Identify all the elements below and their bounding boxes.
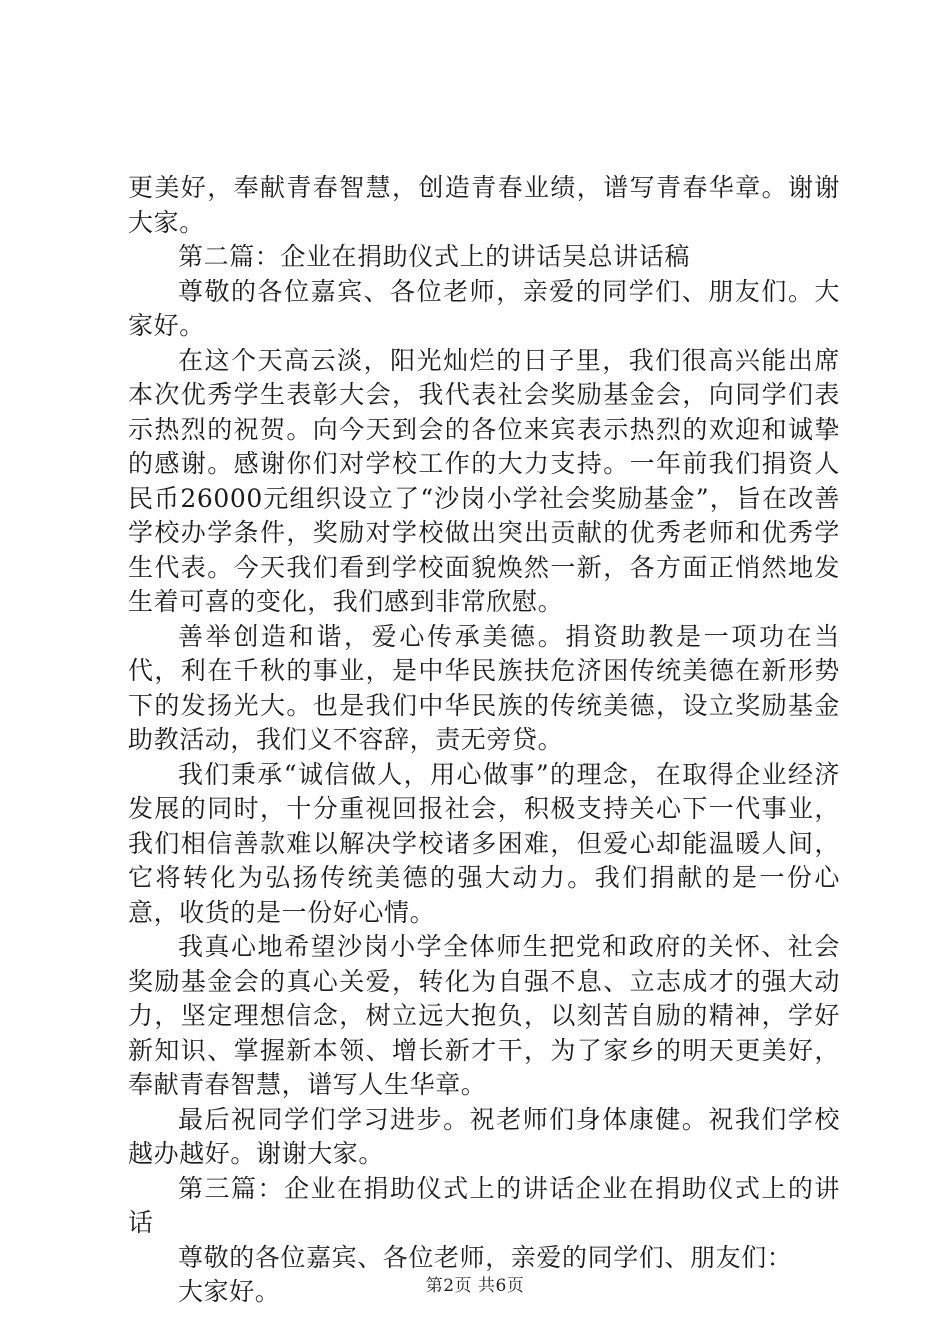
paragraph-body: 我们秉承“诚信做人，用心做事”的理念，在取得企业经济发展的同时，十分重视回报社会，积极支持关心下一代事业，我们相信善款难以解决学校诸多困难，但爱心却能温暖人间，它将转化为弘扬传统美德的强大动力。我们捐献的是一份心意，收货的是一份好心情。 [128, 759, 840, 927]
paragraph-body: 我真心地希望沙岗小学全体师生把党和政府的关怀、社会奖励基金会的真心关爱，转化为自强不息、立志成才的强大动力，坚定理想信念，树立远大抱负，以刻苦自励的精神，学好新知识、掌握新本领、增长新才干，为了家乡的明天更美好，奉献青春智慧，谱写人生华章。 [128, 932, 840, 1099]
page-number-footer: 第2页 共6页 [425, 1276, 525, 1296]
paragraph-closing: 最后祝同学们学习进步。祝老师们身体康健。祝我们学校越办越好。谢谢大家。 [128, 1104, 840, 1168]
document-body [128, 171, 840, 1310]
paragraph-body: 善举创造和谐，爱心传承美德。捐资助教是一项功在当代，利在千秋的事业，是中华民族扶危济困传统美德在新形势下的发扬光大。也是我们中华民族的传统美德，设立奖励基金助教活动，我们义不容辞，责无旁贷。 [128, 621, 840, 754]
paragraph-greeting: 尊敬的各位嘉宾、各位老师，亲爱的同学们、朋友们： [178, 1242, 793, 1272]
paragraph-greeting: 大家好。 [178, 1277, 281, 1306]
section-heading-2: 第二篇：企业在捐助仪式上的讲话吴总讲话稿 [178, 242, 691, 271]
paragraph-body: 在这个天高云淡，阳光灿烂的日子里，我们很高兴能出席本次优秀学生表彰大会，我代表社会奖励基金会，向同学们表示热烈的祝贺。向今天到会的各位来宾表示热烈的欢迎和诚挚的感谢。感谢你们对学校工作的大力支持。一年前我们捐资人民币26000元组织设立了“沙岗小学社会奖励基金”，旨在改善学校办学条件，奖励对学校做出突出贡献的优秀老师和优秀学生代表。今天我们看到学校面貌焕然一新，各方面正悄然地发生着可喜的变化，我们感到非常欣慰。 [128, 345, 840, 616]
paragraph-continuation: 更美好，奉献青春智慧，创造青春业绩，谱写青春华章。谢谢大家。 [128, 173, 840, 237]
paragraph-greeting: 尊敬的各位嘉宾、各位老师，亲爱的同学们、朋友们。大家好。 [128, 276, 840, 340]
section-heading-3: 第三篇：企业在捐助仪式上的讲话企业在捐助仪式上的讲话 [128, 1173, 840, 1237]
